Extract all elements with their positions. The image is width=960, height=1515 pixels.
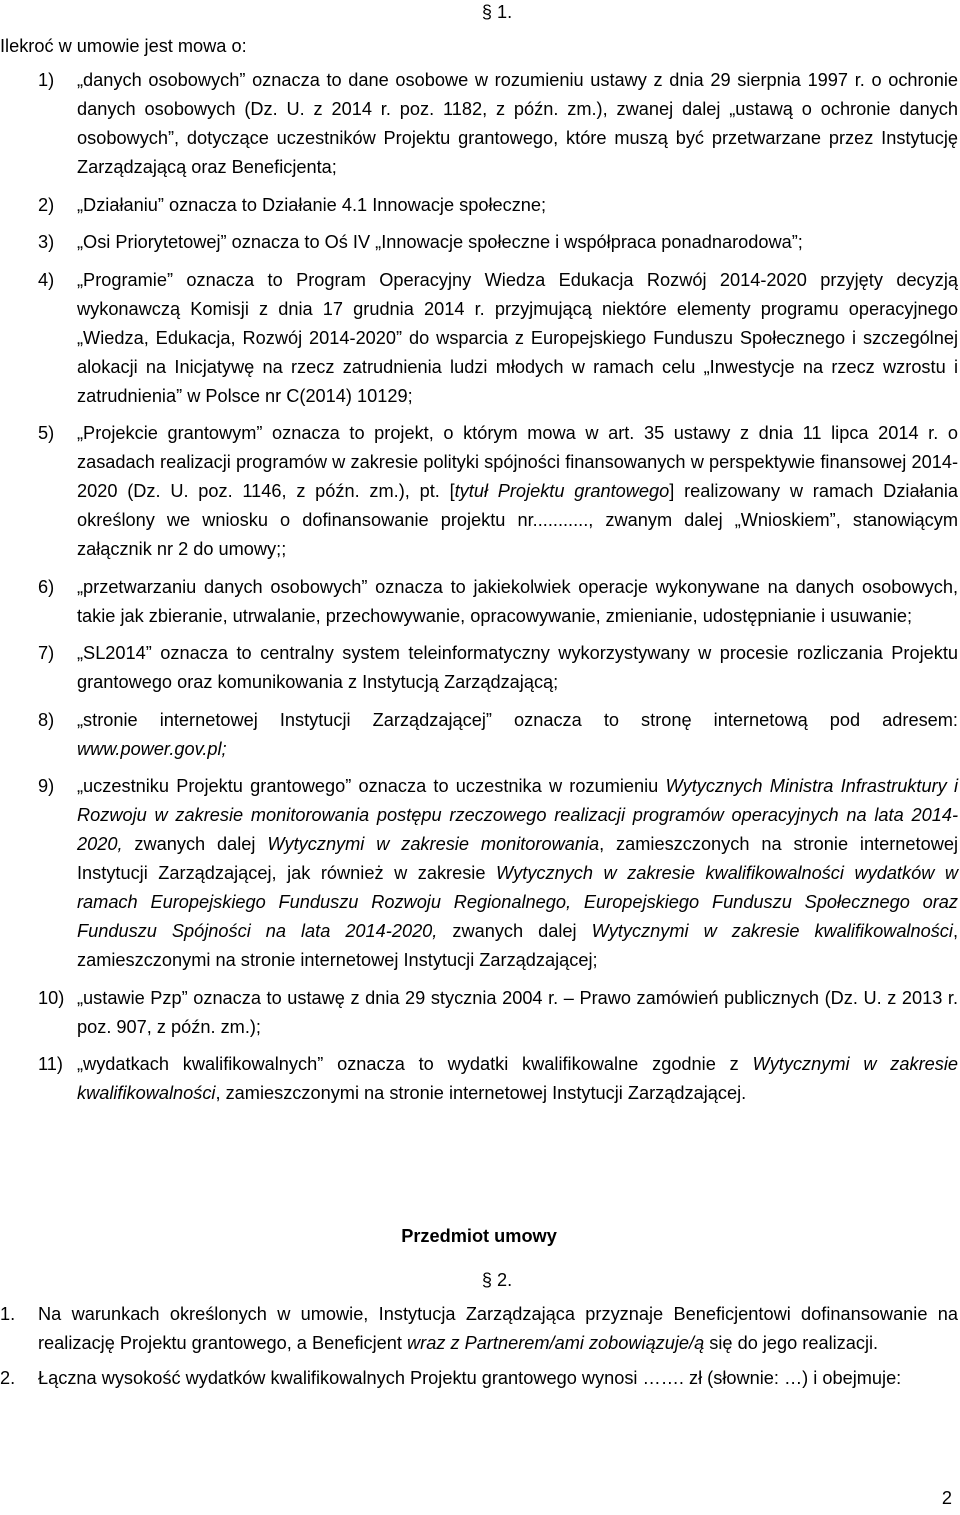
definition-text — [77, 66, 958, 182]
section-2-item — [0, 1364, 958, 1393]
definition-number: 7) — [38, 643, 55, 663]
definition-text — [77, 419, 958, 564]
text-segment: Łączna wysokość wydatków kwalifikowalnych Projektu grantowego wynosi ……. zł (słownie: …) i obejmuje: — [38, 1368, 902, 1388]
italic-text-segment: www.power.gov.pl; — [77, 738, 227, 759]
section-1-heading — [0, 0, 958, 24]
text-segment: Na warunkach określonych w umowie, Instytucja Zarządzająca przyznaje Beneficjentowi dofinansowanie na realizację Projektu grantowego, a Beneficjent — [38, 1304, 958, 1353]
section-2-item — [0, 1300, 958, 1358]
definitions-list — [0, 66, 958, 1117]
definition-number: 5) — [38, 423, 55, 443]
definition-item — [0, 419, 958, 564]
italic-text-segment: Wytycznymi w zakresie kwalifikowalności — [591, 921, 953, 941]
text-segment: , zamieszczonymi na stronie internetowej Instytucji Zarządzającej. — [215, 1083, 747, 1103]
definition-text — [77, 706, 958, 764]
definition-item — [0, 228, 958, 257]
text-segment: „Programie” oznacza to Program Operacyjny Wiedza Edukacja Rozwój 2014-2020 przyjęty decyzją wykonawczą Komisji z dnia 17 grudnia 2014 r. przyjmującą niektóre elementy programu operacyjnego „Wiedza, Edukacja, Rozwój 2014-2020” do wsparcia z Europejskiego Funduszu Społecznego i szczególnej alokacji na Inicjatywę na rzecz zatrudnienia ludzi młodych w ramach celu „Inwestycje na rzecz wzrostu i zatrudnienia” w Polsce nr C(2014) 10129; — [77, 269, 958, 406]
text-segment: „wydatkach kwalifikowalnych” oznacza to wydatki kwalifikowalne zgodnie z — [77, 1054, 753, 1074]
definition-number: 8) — [38, 709, 55, 730]
text-segment: „SL2014” oznacza to centralny system teleinformatyczny wykorzystywany w procesie rozliczania Projektu grantowego oraz komunikowania z Instytucją Zarządzającą; — [77, 643, 958, 692]
section-1-label: § 1. — [481, 2, 513, 22]
section-2-number: 2. — [0, 1368, 16, 1388]
section-2-number: 1. — [0, 1304, 16, 1324]
text-segment: , zamieszczonych na stronie internetowej Instytucji Zarządzającej, jak również w zakresie — [77, 834, 959, 883]
definition-number: 9) — [38, 776, 55, 796]
definition-item — [0, 984, 958, 1042]
definition-number: 11) — [38, 1054, 63, 1074]
definition-number: 4) — [38, 269, 55, 290]
italic-text-segment: Wytycznych Ministra Infrastruktury i Rozwoju w zakresie monitorowania postępu rzeczowego realizacji programów operacyjnych na lata 2014-2020, — [77, 776, 958, 854]
definition-text — [77, 1050, 958, 1108]
definition-text — [77, 639, 958, 697]
page-number: 2 — [941, 1488, 952, 1508]
definition-item — [0, 191, 958, 220]
text-segment: „danych osobowych” oznacza to dane osobowe w rozumieniu ustawy z dnia 29 sierpnia 1997 r. o ochronie danych osobowych (Dz. U. z 2014 r. poz. 1182, z późn. zm.), zwanej dalej „ustawą o ochronie danych osobowych”, dotyczące uczestników Projektu grantowego, które muszą być przetwarzane przez Instytucję Zarządzającą oraz Beneficjenta; — [77, 70, 958, 177]
definition-text — [77, 266, 958, 411]
definition-number: 3) — [38, 232, 55, 252]
subject-title: Przedmiot umowy — [401, 1226, 557, 1246]
definition-text — [77, 772, 958, 975]
section-2-text — [38, 1300, 958, 1358]
text-segment: ] realizowany w ramach Działania określony we wniosku o dofinansowanie projektu nr..........., zwanym dalej „Wnioskiem”, stanowiącym załącznik nr 2 do umowy;; — [77, 481, 958, 559]
italic-text-segment: Wytycznych w zakresie kwalifikowalności wydatków w ramach Europejskiego Funduszu Rozwoju Regionalnego, Europejskiego Funduszu Społecznego oraz Funduszu Spójności na lata 2014-2020, — [77, 863, 958, 941]
text-segment: „uczestniku Projektu grantowego” oznacza to uczestnika w rozumieniu — [77, 776, 666, 796]
italic-text-segment: tytuł Projektu grantowego — [454, 481, 670, 501]
definition-number: 1) — [38, 70, 55, 90]
italic-text-segment: Wytycznymi w zakresie kwalifikowalności — [77, 1054, 958, 1103]
section-2-items — [0, 1300, 958, 1399]
section-2-text — [38, 1364, 958, 1393]
intro-text: Ilekroć w umowie jest mowa o: — [0, 36, 247, 56]
text-segment: zwanych dalej — [122, 834, 268, 854]
definition-number: 6) — [38, 576, 55, 597]
text-segment: „stronie internetowej Instytucji Zarządzającej” oznacza to stronę internetową pod adresem: — [77, 709, 958, 730]
text-segment: „Osi Priorytetowej” oznacza to Oś IV „Innowacje społeczne i współpraca ponadnarodowa”; — [77, 232, 803, 252]
definition-text — [77, 228, 958, 257]
definition-text — [77, 191, 958, 220]
definition-item — [0, 706, 958, 764]
definition-item — [0, 772, 958, 975]
definition-item — [0, 66, 958, 182]
italic-text-segment: Wytycznymi w zakresie monitorowania — [267, 834, 600, 854]
definition-item — [0, 266, 958, 411]
section-2-label: § 2. — [481, 1270, 513, 1290]
definition-number: 2) — [38, 194, 55, 215]
definition-item — [0, 1050, 958, 1108]
text-segment: zwanych dalej — [437, 921, 592, 941]
definition-text — [77, 984, 958, 1042]
text-segment: „ustawie Pzp” oznacza to ustawę z dnia 29 stycznia 2004 r. – Prawo zamówień publicznych (Dz. U. z 2013 r. poz. 907, z późn. zm.); — [77, 987, 958, 1037]
text-segment: „Działaniu” oznacza to Działanie 4.1 Innowacje społeczne; — [77, 194, 547, 215]
section-2-heading — [0, 1268, 958, 1292]
definition-number: 10) — [38, 987, 65, 1008]
text-segment: się do jego realizacji. — [704, 1333, 879, 1353]
text-segment: „Projekcie grantowym” oznacza to projekt, o którym mowa w art. 35 ustawy z dnia 11 lipca 2014 r. o zasadach realizacji programów w zakresie polityki spójności finansowanych w perspektywie finansowej 2014-2020 (Dz. U. poz. 1146, z późn. zm.), pt. [ — [77, 423, 958, 501]
italic-text-segment: wraz z Partnerem/ami zobowiązuje/ą — [407, 1333, 705, 1353]
definition-item — [0, 639, 958, 697]
text-segment: , zamieszczonymi na stronie internetowej Instytucji Zarządzającej; — [77, 921, 958, 970]
definition-text — [77, 573, 958, 631]
definition-item — [0, 573, 958, 631]
text-segment: „przetwarzaniu danych osobowych” oznacza to jakiekolwiek operacje wykonywane na danych osobowych, takie jak zbieranie, utrwalanie, przechowywanie, opracowywanie, zmienianie, udostępnianie i usuwanie; — [77, 576, 958, 626]
